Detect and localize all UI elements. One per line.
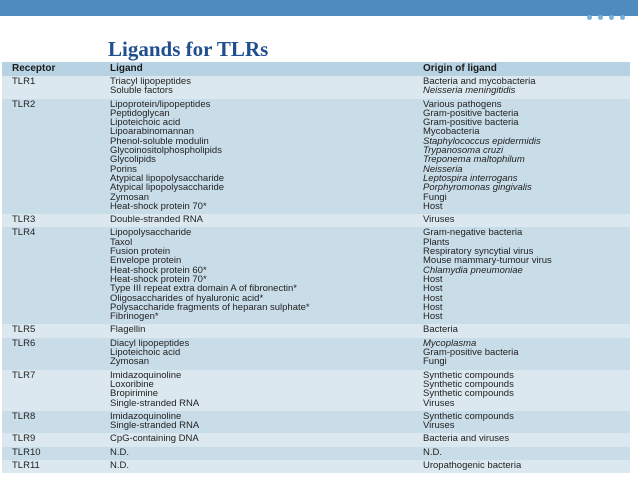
origin-item: Fungi — [423, 191, 447, 203]
receptor-cell: TLR9 — [12, 433, 36, 445]
origin-cell — [423, 215, 455, 224]
receptor-cell: TLR8 — [12, 410, 36, 422]
slide-title: Ligands for TLRs — [108, 37, 269, 61]
ligand-item: Lipoteichoic acid — [110, 347, 181, 359]
ligand-item: Taxol — [110, 236, 133, 248]
ligand-item: Polysaccharide fragments of heparan sulphate* — [110, 301, 310, 313]
ligand-item: Type III repeat extra domain A of fibronectin* — [110, 283, 297, 295]
ligand-item: Glycolipids — [110, 154, 156, 166]
ligand-cell — [110, 448, 129, 457]
receptor-cell: TLR4 — [12, 227, 36, 239]
ligand-item: Diacyl lipopeptides — [110, 337, 190, 349]
ligand-item: Zymosan — [110, 191, 150, 203]
origin-item: Staphylococcus epidermidis — [423, 135, 541, 147]
table-row — [2, 338, 630, 370]
ligand-cell — [110, 461, 129, 470]
decorative-dot — [587, 15, 592, 20]
table-row — [2, 227, 630, 324]
receptor-cell: TLR3 — [12, 214, 36, 226]
origin-item: Host — [423, 311, 443, 323]
table-row — [2, 447, 630, 460]
ligand-table — [2, 62, 630, 473]
table-row — [2, 324, 630, 337]
origin-item: Synthetic compounds — [423, 369, 514, 381]
origin-item: Plants — [423, 236, 450, 248]
ligand-cell — [110, 100, 224, 212]
origin-item: Bacteria and mycobacteria — [423, 76, 536, 87]
origin-item: Treponema maltophilum — [423, 154, 525, 166]
ligand-item: N.D. — [110, 460, 129, 472]
origin-item: Trypanosoma cruzi — [423, 145, 504, 157]
ligand-item: Glycoinositolphospholipids — [110, 145, 222, 157]
table-row — [2, 460, 630, 473]
ligand-item: Lipoteichoic acid — [110, 117, 181, 129]
origin-item: Uropathogenic bacteria — [423, 460, 522, 472]
receptor-cell: TLR7 — [12, 369, 36, 381]
ligand-item: Heat-shock protein 60* — [110, 264, 207, 276]
ligand-cell — [110, 434, 199, 443]
origin-item: Viruses — [423, 420, 455, 432]
origin-cell — [423, 461, 521, 470]
origin-cell — [423, 371, 514, 408]
header-ligand: Ligand — [110, 63, 143, 74]
origin-cell — [423, 100, 541, 212]
origin-item: Leptospira interrogans — [423, 172, 518, 184]
table-row — [2, 433, 630, 446]
receptor-cell: TLR5 — [12, 324, 36, 336]
ligand-item: Fusion protein — [110, 246, 171, 258]
decorative-dot — [598, 15, 603, 20]
ligand-cell — [110, 228, 310, 321]
origin-item: Bacteria and viruses — [423, 433, 510, 445]
origin-item: Bacteria — [423, 324, 458, 336]
origin-item: N.D. — [423, 446, 442, 458]
ligand-cell — [110, 215, 203, 224]
ligand-item: Porins — [110, 163, 137, 175]
origin-cell — [423, 434, 509, 443]
receptor-cell: TLR1 — [12, 76, 36, 87]
origin-item: Respiratory syncytial virus — [423, 246, 534, 258]
origin-item: Gram-negative bacteria — [423, 227, 523, 239]
ligand-item: Soluble factors — [110, 85, 173, 97]
table-row — [2, 99, 630, 215]
origin-item: Viruses — [423, 397, 455, 409]
ligand-item: Lipopolysaccharide — [110, 227, 192, 239]
origin-item: Viruses — [423, 214, 455, 226]
receptor-cell: TLR11 — [12, 460, 40, 472]
origin-item: Mycobacteria — [423, 126, 480, 138]
ligand-item: Heat-shock protein 70* — [110, 273, 207, 285]
origin-item: Chlamydia pneumoniae — [423, 264, 523, 276]
origin-cell — [423, 228, 552, 321]
origin-item: Gram-positive bacteria — [423, 117, 519, 129]
ligand-item: Single-stranded RNA — [110, 420, 200, 432]
table-row — [2, 370, 630, 411]
header-origin: Origin of ligand — [423, 63, 497, 74]
origin-cell — [423, 339, 519, 367]
ligand-item: Envelope protein — [110, 255, 182, 267]
ligand-item: Imidazoquinoline — [110, 410, 182, 422]
ligand-item: Single-stranded RNA — [110, 397, 200, 409]
table-body — [2, 76, 630, 473]
origin-item: Host — [423, 301, 443, 313]
ligand-item: Phenol-soluble modulin — [110, 135, 209, 147]
ligand-item: Zymosan — [110, 356, 150, 368]
ligand-item: Double-stranded RNA — [110, 214, 203, 226]
origin-item: Neisseria meningitidis — [423, 85, 516, 97]
table-row — [2, 76, 630, 99]
decorative-dot — [609, 15, 614, 20]
ligand-item: Lipoarabinomannan — [110, 126, 194, 138]
origin-cell — [423, 325, 458, 334]
ligand-item: Imidazoquinoline — [110, 369, 182, 381]
ligand-cell — [110, 339, 189, 367]
ligand-item: Loxoribine — [110, 378, 154, 390]
receptor-cell: TLR10 — [12, 446, 41, 458]
origin-item: Porphyromonas gingivalis — [423, 182, 532, 194]
ligand-item: Oligosaccharides of hyaluronic acid* — [110, 292, 264, 304]
ligand-item: Peptidoglycan — [110, 107, 170, 119]
ligand-item: Bropirimine — [110, 388, 159, 400]
table-header-row — [2, 62, 630, 76]
origin-item: Synthetic compounds — [423, 388, 514, 400]
header-receptor: Receptor — [12, 63, 56, 74]
ligand-item: Flagellin — [110, 324, 146, 336]
origin-item: Synthetic compounds — [423, 410, 514, 422]
origin-cell — [423, 77, 535, 96]
ligand-item: Lipoprotein/lipopeptides — [110, 98, 211, 110]
decorative-dot — [620, 15, 625, 20]
origin-item: Synthetic compounds — [423, 378, 514, 390]
ligand-item: Fibrinogen* — [110, 311, 159, 323]
top-accent-bar — [0, 0, 638, 16]
origin-item: Gram-positive bacteria — [423, 347, 519, 359]
ligand-cell — [110, 371, 199, 408]
origin-item: Host — [423, 283, 443, 295]
receptor-cell: TLR2 — [12, 98, 36, 110]
ligand-item: Atypical lipopolysaccharide — [110, 182, 225, 194]
origin-item: Various pathogens — [423, 98, 502, 110]
origin-item: Fungi — [423, 356, 447, 368]
origin-cell — [423, 448, 442, 457]
table-row — [2, 411, 630, 434]
table-row — [2, 214, 630, 227]
ligand-item: Triacyl lipopeptides — [110, 76, 191, 87]
origin-cell — [423, 412, 514, 431]
origin-item: Neisseria — [423, 163, 463, 175]
ligand-item: N.D. — [110, 446, 129, 458]
origin-item: Mouse mammary-tumour virus — [423, 255, 552, 267]
origin-item: Host — [423, 292, 443, 304]
origin-item: Mycoplasma — [423, 337, 477, 349]
ligand-item: Heat-shock protein 70* — [110, 200, 207, 212]
ligand-item: CpG-containing DNA — [110, 433, 199, 445]
origin-item: Host — [423, 273, 443, 285]
ligand-cell — [110, 412, 199, 431]
receptor-cell: TLR6 — [12, 337, 36, 349]
ligand-cell — [110, 325, 145, 334]
origin-item: Host — [423, 200, 443, 212]
ligand-cell — [110, 77, 191, 96]
ligand-item: Atypical lipopolysaccharide — [110, 172, 225, 184]
origin-item: Gram-positive bacteria — [423, 107, 519, 119]
